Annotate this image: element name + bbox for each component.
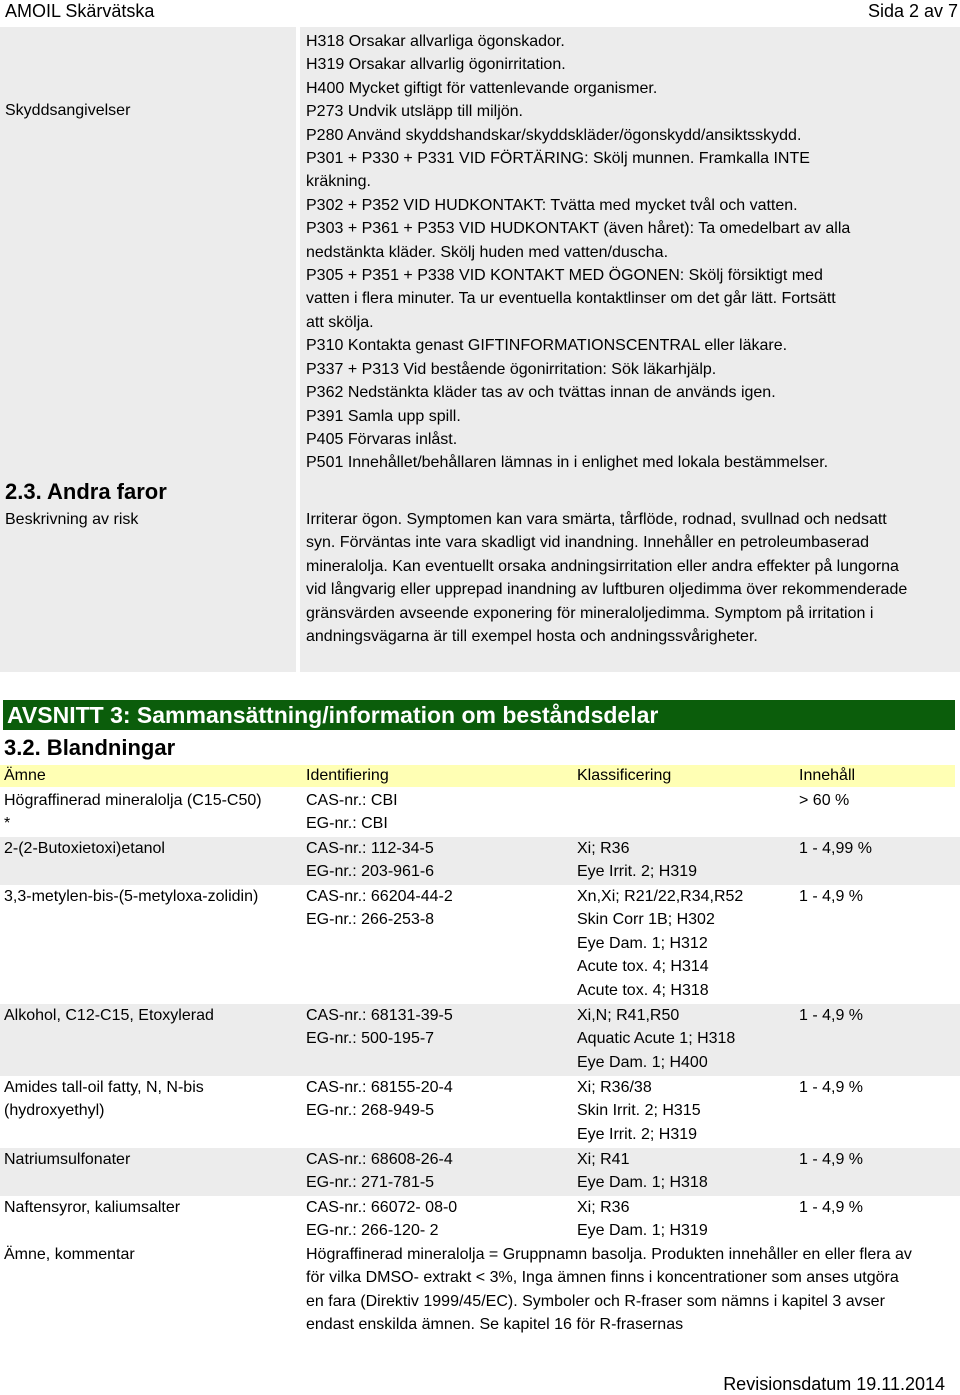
- identification-cell-line: EG-nr.: 271-781-5: [306, 1174, 435, 1192]
- substance-cell-line: Högraffinerad mineralolja (C15-C50): [4, 792, 262, 809]
- classification-cell: [577, 837, 797, 884]
- andra-faror-heading: 2.3. Andra faror: [5, 479, 167, 504]
- statement-line: H400 Mycket giftigt för vattenlevande organismer.: [306, 79, 658, 97]
- skyddsangivelser-list: [306, 30, 926, 475]
- substance-cell-line: Amides tall-oil fatty, N, N-bis: [4, 1079, 204, 1096]
- classification-cell-line: Acute tox. 4; H314: [577, 958, 709, 976]
- identification-cell: [306, 1004, 566, 1051]
- content-cell: 1 - 4,9 %: [799, 1079, 864, 1096]
- identification-cell-line: CAS-nr.: 66204-44-2: [306, 888, 453, 905]
- substance-cell-line: 2-(2-Butoxietoxi)etanol: [4, 840, 165, 857]
- table-row: [0, 1148, 960, 1196]
- substance-cell-line: Natriumsulfonater: [4, 1151, 131, 1168]
- substance-cell: [4, 1076, 294, 1123]
- classification-cell-line: Acute tox. 4; H318: [577, 981, 709, 999]
- substance-cell-line: *: [4, 815, 11, 833]
- classification-cell-line: Eye Dam. 1; H318: [577, 1174, 708, 1192]
- statement-line: P362 Nedstänkta kläder tas av och tvättas innan de används igen.: [306, 384, 776, 402]
- classification-cell-line: Eye Dam. 1; H400: [577, 1053, 708, 1071]
- document-title: AMOIL Skärvätska: [5, 1, 155, 21]
- classification-cell-line: Eye Irrit. 2; H319: [577, 1125, 698, 1143]
- classification-cell-line: Eye Dam. 1; H319: [577, 1222, 708, 1240]
- statement-line: P391 Samla upp spill.: [306, 407, 461, 425]
- identification-cell-line: CAS-nr.: 112-34-5: [306, 840, 434, 857]
- page-header: [0, 0, 960, 24]
- classification-cell-line: Eye Irrit. 2; H319: [577, 863, 698, 881]
- statement-line: P303 + P361 + P353 VID HUDKONTAKT (även håret): Ta omedelbart av alla: [306, 220, 851, 238]
- skyddsangivelser-label: Skyddsangivelser: [5, 102, 131, 119]
- content-cell: 1 - 4,9 %: [799, 1007, 864, 1024]
- col-header-amne: Ämne: [4, 767, 46, 784]
- classification-cell: [577, 1196, 797, 1243]
- statement-line: P301 + P330 + P331 VID FÖRTÄRING: Skölj munnen. Framkalla INTE: [306, 150, 810, 168]
- statement-line: P405 Förvaras inlåst.: [306, 430, 458, 448]
- classification-cell-line: Aquatic Acute 1; H318: [577, 1030, 736, 1048]
- classification-cell-line: Xi; R36/38: [577, 1079, 652, 1096]
- comment-label: Ämne, kommentar: [4, 1246, 135, 1263]
- table-row: [0, 1004, 960, 1076]
- classification-cell: [577, 1004, 797, 1074]
- substance-cell: [4, 1196, 294, 1219]
- identification-cell-line: CAS-nr.: 68608-26-4: [306, 1151, 453, 1168]
- substance-cell-line: Naftensyror, kaliumsalter: [4, 1199, 181, 1216]
- identification-cell: [306, 885, 566, 932]
- statement-line: nedstänkta kläder. Skölj huden med vatten/duscha.: [306, 243, 669, 261]
- table-row: [0, 1076, 960, 1148]
- identification-cell-line: CAS-nr.: CBI: [306, 792, 398, 809]
- identification-cell-line: CAS-nr.: 68131-39-5: [306, 1007, 453, 1024]
- substance-cell: [4, 1148, 294, 1171]
- classification-cell: [577, 1148, 797, 1195]
- column-divider: [296, 27, 300, 672]
- statement-line: P310 Kontakta genast GIFTINFORMATIONSCENTRAL eller läkare.: [306, 337, 788, 355]
- substance-cell: [4, 885, 294, 908]
- identification-cell-line: CAS-nr.: 66072- 08-0: [306, 1199, 458, 1216]
- table-row: [0, 837, 960, 885]
- left-column-bg: [0, 27, 298, 672]
- col-header-klassificering: Klassificering: [577, 767, 672, 784]
- statement-line: H319 Orsakar allvarlig ögonirritation.: [306, 56, 566, 74]
- content-cell: 1 - 4,99 %: [799, 840, 872, 857]
- statement-line: P305 + P351 + P338 VID KONTAKT MED ÖGONEN: Skölj försiktigt med: [306, 267, 823, 285]
- statement-line: H318 Orsakar allvarliga ögonskador.: [306, 33, 565, 50]
- classification-cell: [577, 1076, 797, 1146]
- substance-cell-line: (hydroxyethyl): [4, 1102, 105, 1120]
- blandningar-heading: 3.2. Blandningar: [4, 735, 176, 760]
- section-3-title: AVSNITT 3: Sammansättning/information om beståndsdelar: [7, 702, 659, 728]
- table-row: [0, 789, 960, 837]
- identification-cell-line: EG-nr.: 500-195-7: [306, 1030, 435, 1048]
- col-header-innehall: Innehåll: [799, 767, 856, 784]
- table-row: [0, 1196, 960, 1243]
- classification-cell-line: Xn,Xi; R21/22,R34,R52: [577, 888, 744, 905]
- identification-cell-line: EG-nr.: 266-253-8: [306, 911, 435, 929]
- substance-cell: [4, 837, 294, 860]
- substance-cell: [4, 789, 294, 836]
- table-header: [0, 765, 955, 787]
- statement-line: P337 + P313 Vid bestående ögonirritation: Sök läkarhjälp.: [306, 360, 717, 378]
- statement-line: P280 Använd skyddshandskar/skyddskläder/ögonskydd/ansiktsskydd.: [306, 126, 802, 144]
- statement-line: P302 + P352 VID HUDKONTAKT: Tvätta med mycket tvål och vatten.: [306, 196, 798, 214]
- statement-line: kräkning.: [306, 173, 371, 191]
- classification-cell-line: Xi; R36: [577, 840, 630, 857]
- beskrivning-text: Irriterar ögon. Symptomen kan vara smärta, tårflöde, rodnad, svullnad och nedsatt syn. Förväntas inte vara skadligt vid inandning. Innehåller en petroleumbaserad mineralolja. Kan eventuellt orsaka andningsirritation eller andra effekter på lungorna vid långvarig eller upprepad inandning av luftburen oljedimma över rekommenderade gränsvärden avseende exponering för mineraloljedimma. Symptom på irritation i andningsvägarna är till exempel hosta och andningssvårigheter.: [306, 511, 908, 646]
- identification-cell: [306, 1196, 566, 1243]
- content-cell: 1 - 4,9 %: [799, 1199, 864, 1216]
- substance-cell-line: 3,3-metylen-bis-(5-metyloxa-zolidin): [4, 888, 259, 905]
- identification-cell-line: EG-nr.: 203-961-6: [306, 863, 435, 881]
- identification-cell: [306, 789, 566, 836]
- identification-cell: [306, 1148, 566, 1195]
- col-header-identifiering: Identifiering: [306, 767, 389, 784]
- identification-cell-line: EG-nr.: 268-949-5: [306, 1102, 435, 1120]
- classification-cell: [577, 885, 797, 1002]
- identification-cell: [306, 837, 566, 884]
- identification-cell-line: CAS-nr.: 68155-20-4: [306, 1079, 453, 1096]
- statement-line: P501 Innehållet/behållaren lämnas in i enlighet med lokala bestämmelser.: [306, 454, 829, 472]
- content-cell: 1 - 4,9 %: [799, 888, 864, 905]
- classification-cell-line: Xi; R41: [577, 1151, 630, 1168]
- content-cell: > 60 %: [799, 792, 850, 809]
- comment-text: Högraffinerad mineralolja = Gruppnamn basolja. Produkten innehåller en eller flera av för vilka DMSO- extrakt < 3%, Inga ämnen finns i koncentrationer som anses utgöra en fara (Direktiv 1999/45/EC). Symboler och R-fraser som nämns i kapitel 3 avser endast enskilda ämnen. Se kapitel 16 för R-frasernas: [306, 1246, 912, 1334]
- classification-cell-line: Xi,N; R41,R50: [577, 1007, 680, 1024]
- section-3-bar: [3, 700, 955, 730]
- table-row: [0, 885, 960, 1004]
- identification-cell-line: EG-nr.: CBI: [306, 815, 388, 833]
- statement-line: P273 Undvik utsläpp till miljön.: [306, 103, 523, 121]
- substance-cell: [4, 1004, 294, 1027]
- classification-cell-line: Skin Corr 1B; H302: [577, 911, 715, 929]
- statement-line: att skölja.: [306, 313, 374, 331]
- revision-date: Revisionsdatum 19.11.2014: [723, 1374, 945, 1394]
- identification-cell: [306, 1076, 566, 1123]
- statement-line: vatten i flera minuter. Ta ur eventuella kontaktlinser om det går lätt. Fortsätt: [306, 290, 836, 308]
- classification-cell-line: Eye Dam. 1; H312: [577, 934, 708, 952]
- content-cell: 1 - 4,9 %: [799, 1151, 864, 1168]
- beskrivning-label: Beskrivning av risk: [5, 511, 139, 528]
- page-number: Sida 2 av 7: [867, 1, 958, 21]
- substance-cell-line: Alkohol, C12-C15, Etoxylerad: [4, 1007, 214, 1024]
- classification-cell-line: Xi; R36: [577, 1199, 630, 1216]
- identification-cell-line: EG-nr.: 266-120- 2: [306, 1222, 439, 1240]
- classification-cell-line: Skin Irrit. 2; H315: [577, 1102, 701, 1120]
